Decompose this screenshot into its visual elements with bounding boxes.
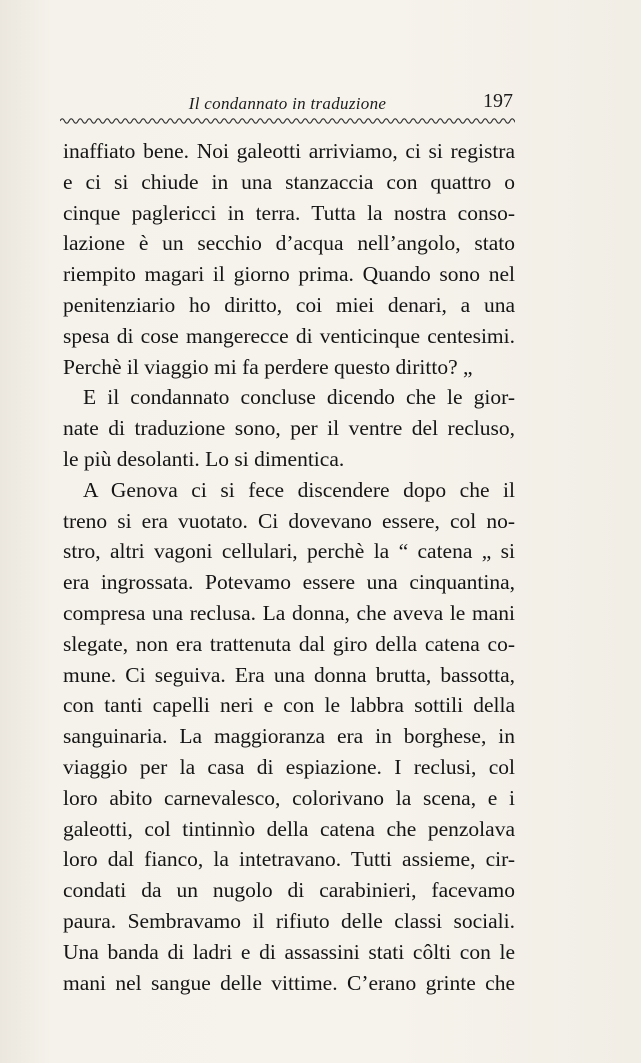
text-line: paura. Sembravamo il rifiuto delle classi sociali. (63, 908, 515, 933)
text-line: slegate, non era trattenuta dal giro della catena co- (63, 631, 515, 656)
text-line: sanguinaria. La maggioranza era in borghese, in (63, 724, 515, 749)
body-text (63, 136, 515, 998)
running-title: Il condannato in traduzione (188, 94, 387, 113)
text-line: viaggio per la casa di espiazione. I reclusi, col (63, 754, 515, 779)
text-line: loro dal fianco, la intetravano. Tutti assieme, cir- (63, 847, 515, 872)
text-line: le più desolanti. Lo si dimentica. (63, 446, 345, 471)
text-line: inaffiato bene. Noi galeotti arriviamo, ci si registra (63, 139, 515, 163)
text-line: nate di traduzione sono, per il ventre del recluso, (63, 416, 515, 441)
text-line: Una banda di ladri e di assassini stati côlti con le (63, 939, 515, 964)
text-line: cinque paglericci in terra. Tutta la nostra conso- (63, 200, 515, 225)
text-line: stro, altri vagoni cellulari, perchè la “ catena „ si (63, 539, 515, 564)
text-line: mune. Ci seguiva. Era una donna brutta, bassotta, (63, 662, 515, 687)
text-line: compresa una reclusa. La donna, che aveva le mani (63, 600, 515, 625)
text-line: Perchè il viaggio mi fa perdere questo diritto? „ (63, 354, 473, 379)
text-line: treno si era vuotato. Ci dovevano essere, col no- (63, 508, 515, 533)
text-line: galeotti, col tintinnìo della catena che penzolava (63, 816, 515, 841)
text-line: spesa di cose mangerecce di venticinque centesimi. (63, 323, 515, 348)
page-header (60, 90, 515, 116)
text-line: con tanti capelli neri e con le labbra sottili della (63, 693, 515, 718)
text-line: A Genova ci si fece discendere dopo che il (83, 477, 515, 502)
text-line: lazione è un secchio d’acqua nell’angolo, stato (63, 231, 515, 256)
text-line: penitenziario ho diritto, coi miei denari, a una (63, 292, 515, 317)
page-number: 197 (483, 90, 513, 112)
text-line: era ingrossata. Potevamo essere una cinquantina, (63, 570, 515, 595)
text-line: mani nel sangue delle vittime. C’erano grinte che (63, 970, 515, 995)
text-line: e ci si chiude in una stanzaccia con quattro o (63, 169, 515, 194)
text-line: loro abito carnevalesco, colorivano la scena, e i (63, 785, 515, 810)
text-line: condati da un nugolo di carabinieri, facevamo (63, 878, 515, 903)
text-line: E il condannato concluse dicendo che le gior- (83, 385, 515, 410)
wavy-rule (60, 116, 515, 126)
text-line: riempito magari il giorno prima. Quando sono nel (63, 262, 515, 287)
